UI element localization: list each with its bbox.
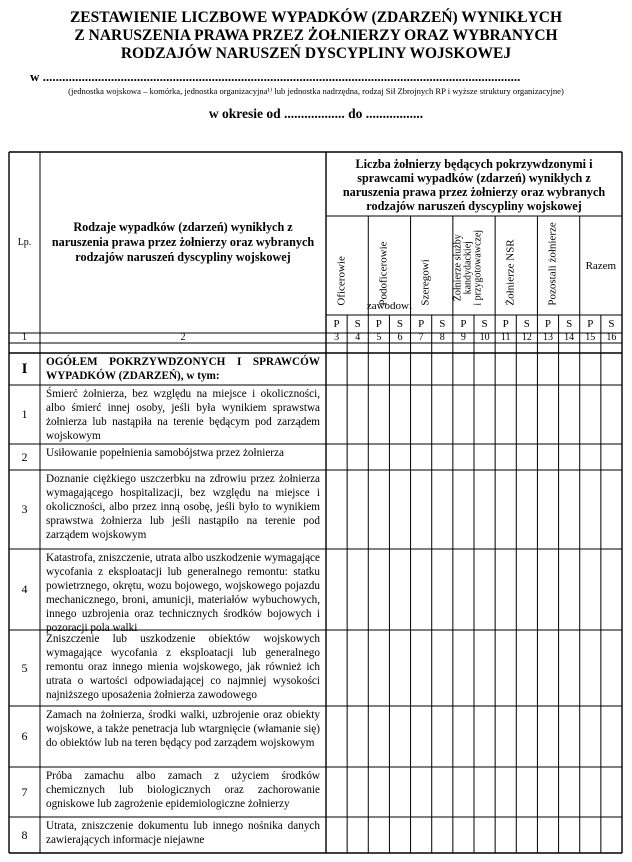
column-number: 6 bbox=[397, 332, 403, 343]
p-column-label: P bbox=[418, 318, 425, 330]
p-column-label: P bbox=[502, 318, 509, 330]
row-description: Zniszczenie lub uszkodzenie obiektów wojskowych wymagające wycofania z eksploatacji lub generalnego remontu oraz innego mienia wojskowego, jak również ich utrata o wartości odpowiadającej co najmniej wysokości najniższego uposażenia żołnierza zawodowego bbox=[46, 633, 320, 701]
row-lp: I bbox=[21, 360, 28, 377]
row-description: Zamach na żołnierza, środki walki, uzbrojenie oraz obiekty wojskowe, a także penetracja lub wtargnięcie (włamanie się) do obiektów lub na teren będący pod zarządem wojskowym bbox=[46, 709, 320, 749]
column-number: 13 bbox=[542, 332, 553, 343]
s-column-label: S bbox=[566, 318, 573, 330]
p-column-label: P bbox=[460, 318, 467, 330]
row-lp: 4 bbox=[21, 582, 28, 596]
column-number: 5 bbox=[376, 332, 382, 343]
row-lp: 3 bbox=[21, 502, 28, 516]
p-column-label: P bbox=[544, 318, 552, 330]
column-number: 12 bbox=[521, 332, 532, 343]
column-number: 7 bbox=[418, 332, 424, 343]
category-label: Pozostali żołnierze bbox=[546, 222, 559, 306]
type-header: Rodzaje wypadków (zdarzeń) wynikłych z naruszenia prawa przez żołnierzy oraz wybranych rodzajów naruszeń dyscypliny wojskowej bbox=[51, 220, 315, 264]
category-label: Podoficerowie bbox=[376, 241, 389, 306]
period-line: w okresie od .................. do ................. bbox=[208, 106, 424, 121]
column-number: 11 bbox=[500, 332, 511, 343]
s-column-label: S bbox=[439, 318, 446, 330]
column-number: 9 bbox=[460, 332, 466, 343]
s-column-label: S bbox=[354, 318, 361, 330]
category-label: Szeregowi bbox=[419, 259, 432, 306]
row-lp: 7 bbox=[21, 784, 28, 799]
row-lp: 6 bbox=[21, 729, 28, 743]
row-description: Śmierć żołnierza, bez względu na miejsce i okoliczności, albo śmierć innej osoby, jeśli była wynikiem sprawstwa żołnierza lub nastąpiła na terenie będącym pod zarządem wojskowym bbox=[46, 388, 320, 442]
s-column-label: S bbox=[523, 318, 530, 330]
s-column-label: S bbox=[481, 318, 488, 330]
lp-header: Lp. bbox=[17, 237, 32, 248]
column-number: 8 bbox=[439, 332, 445, 343]
column-number: 16 bbox=[606, 332, 617, 343]
title-line-2: Z NARUSZENIA PRAWA PRZEZ ŻOŁNIERZY ORAZ WYBRANYCH bbox=[74, 27, 558, 44]
unit-caption: (jednostka wojskowa – komórka, jednostka organizacyjna¹⁾ lub jednostka nadrzędna, rodzaj Sił Zbrojnych RP i wyższe struktury organizacyjne) bbox=[68, 86, 564, 96]
row-description: Usiłowanie popełnienia samobójstwa przez żołnierza bbox=[46, 447, 284, 459]
count-header: Liczba żołnierzy będących pokrzywdzonymi i sprawcami wypadków (zdarzeń) wynikłych z naruszenia prawa przez żołnierzy oraz wybranych rodzajów naruszeń dyscypliny wojskowej bbox=[342, 157, 606, 213]
column-number: 3 bbox=[334, 332, 340, 343]
column-number: 2 bbox=[180, 332, 186, 343]
column-number: 1 bbox=[22, 332, 27, 343]
category-label: Oficerowie bbox=[334, 256, 347, 306]
title-line-3: RODZAJÓW NARUSZEŃ DYSCYPLINY WOJSKOWEJ bbox=[120, 45, 512, 62]
row-lp: 5 bbox=[21, 660, 28, 675]
title-line-1: ZESTAWIENIE LICZBOWE WYPADKÓW (ZDARZEŃ) WYNIKŁYCH bbox=[69, 9, 563, 26]
category-label: Żołnierze NSR bbox=[503, 239, 516, 306]
row-description: Próba zamachu albo zamach z użyciem środków chemicznych lub biologicznych oraz zachorowanie ogniskowe lub zagrożenie epidemiologiczne żołnierzy bbox=[46, 770, 320, 810]
s-column-label: S bbox=[396, 318, 404, 330]
s-column-label: S bbox=[608, 318, 615, 330]
p-column-label: P bbox=[375, 318, 382, 330]
p-column-label: P bbox=[587, 318, 594, 330]
unit-fill-line: w ................................................................................................................................................... bbox=[30, 69, 521, 84]
total-label: Razem bbox=[585, 259, 617, 272]
row-description: Utrata, zniszczenie dokumentu lub innego nośnika danych zawierających informacje niejawne bbox=[46, 820, 320, 846]
column-number: 4 bbox=[355, 332, 361, 343]
row-lp: 8 bbox=[21, 827, 28, 842]
row-description: Doznanie ciężkiego uszczerbku na zdrowiu przez żołnierza wymagającego hospitalizacji, bez względu na miejsce i okoliczności, albo przez inną osobę, jeśli było to wynikiem sprawstwa żołnierza lub jeśli nastąpiło na terenie pod zarządem wojskowym bbox=[46, 473, 320, 541]
row-lp: 2 bbox=[21, 449, 28, 464]
column-number: 14 bbox=[564, 332, 575, 343]
category-label: Żołnierze służby kandydackiej i przygotowawczej bbox=[452, 230, 483, 306]
row-description: OGÓŁEM POKRZYWDZONYCH I SPRAWCÓW WYPADKÓW (ZDARZEŃ), w tym: bbox=[46, 356, 320, 382]
column-number: 10 bbox=[479, 332, 490, 343]
zawodowi-label: zawodowi bbox=[366, 300, 413, 312]
row-lp: 1 bbox=[21, 407, 28, 421]
column-number: 15 bbox=[585, 332, 596, 343]
row-description: Katastrofa, zniszczenie, utrata albo uszkodzenie wymagające wycofania z eksploatacji lub generalnego remontu: statku powietrznego, okrętu, wozu bojowego, wojskowego pojazdu mechanicznego, broni, amunicji, materiałów wybuchowych, innego uzbrojenia oraz technicznych środków bojowych i pozoracji pola walki bbox=[46, 552, 320, 634]
p-column-label: P bbox=[333, 318, 340, 330]
